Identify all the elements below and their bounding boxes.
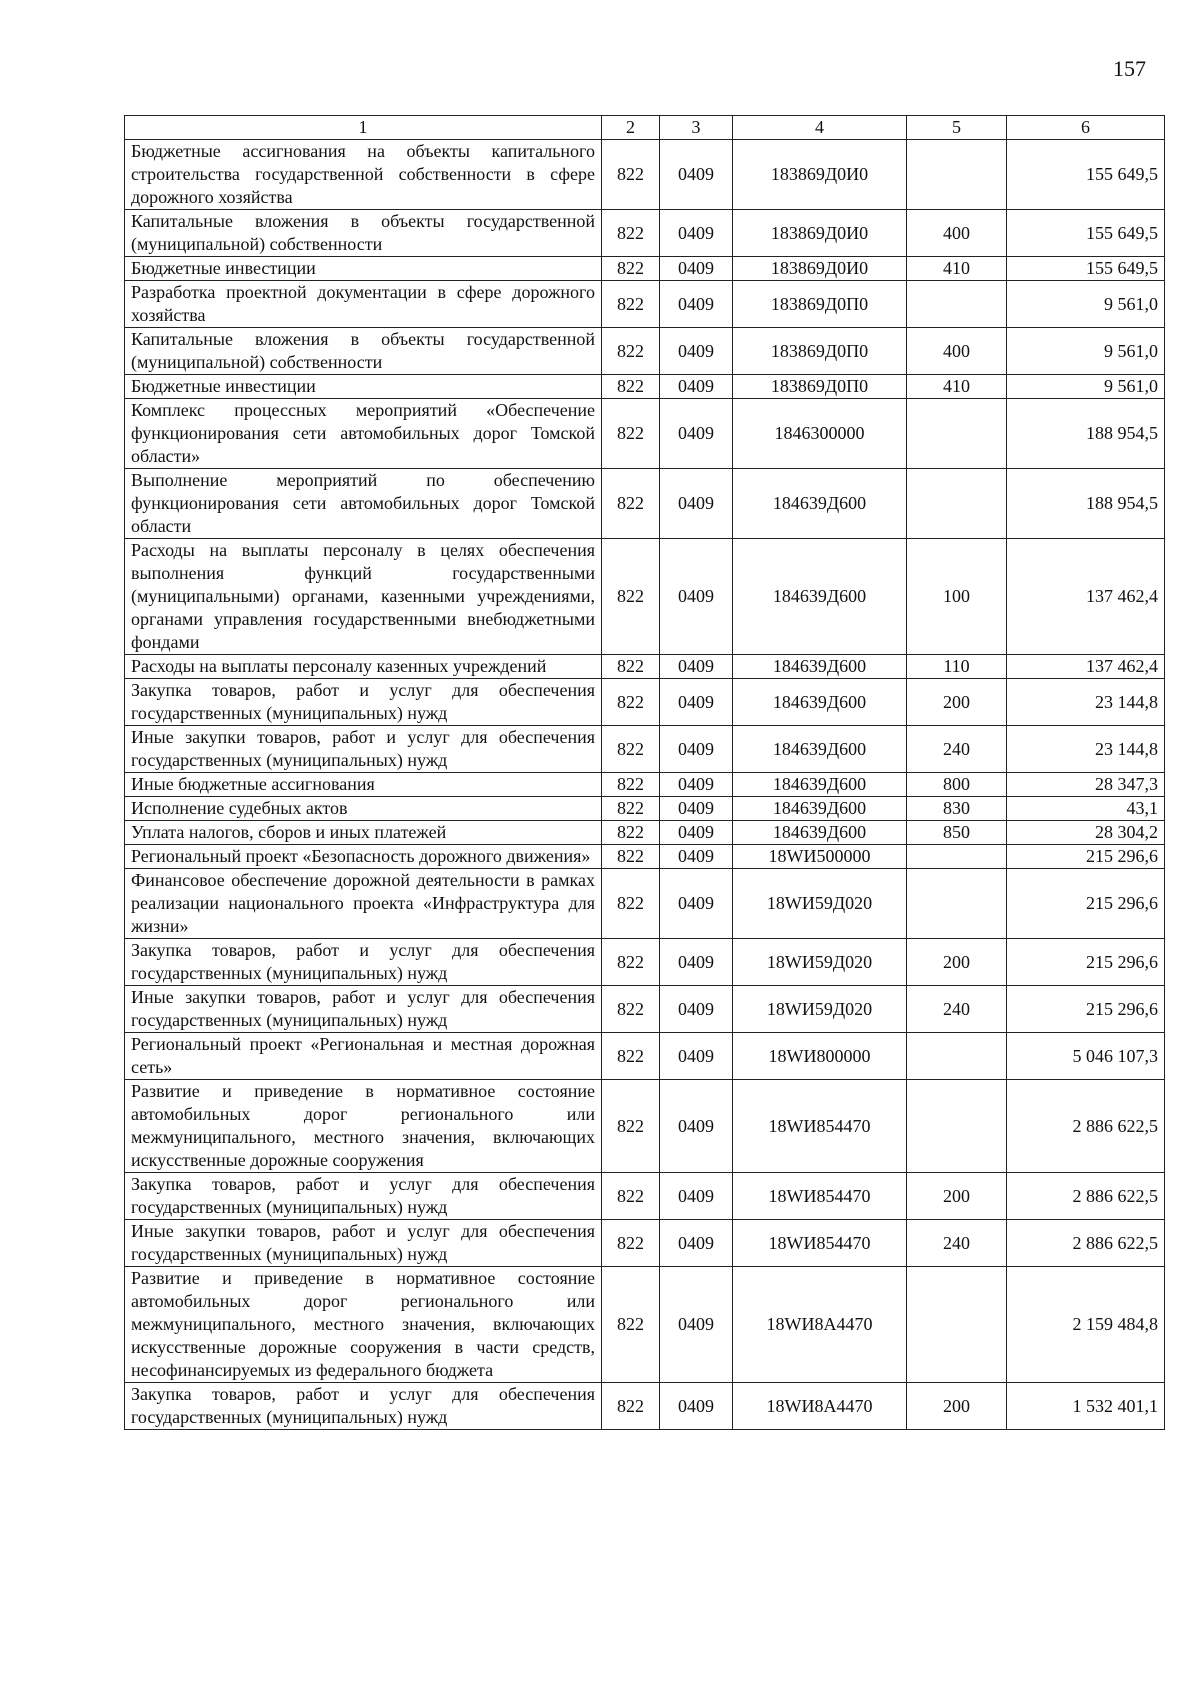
chief-admin-code-cell: 822 xyxy=(602,797,660,821)
table-row xyxy=(125,939,1165,986)
row-name-cell: Капитальные вложения в объекты государственной (муниципальной) собственности xyxy=(125,210,602,257)
table-row xyxy=(125,328,1165,375)
chief-admin-code-cell: 822 xyxy=(602,140,660,210)
chief-admin-code-cell: 822 xyxy=(602,726,660,773)
section-code-cell: 0409 xyxy=(660,845,733,869)
amount-cell: 215 296,6 xyxy=(1007,845,1165,869)
expense-type-cell xyxy=(907,281,1007,328)
amount-cell: 2 159 484,8 xyxy=(1007,1267,1165,1383)
target-article-cell: 184639Д600 xyxy=(733,539,907,655)
table-row xyxy=(125,773,1165,797)
expense-type-cell xyxy=(907,140,1007,210)
row-name-cell: Исполнение судебных актов xyxy=(125,797,602,821)
section-code-cell: 0409 xyxy=(660,1383,733,1430)
amount-cell: 23 144,8 xyxy=(1007,679,1165,726)
section-code-cell: 0409 xyxy=(660,1220,733,1267)
table-row xyxy=(125,845,1165,869)
target-article-cell: 18WИ59Д020 xyxy=(733,986,907,1033)
table-row xyxy=(125,539,1165,655)
target-article-cell: 18WИ8А4470 xyxy=(733,1383,907,1430)
section-code-cell: 0409 xyxy=(660,1080,733,1173)
row-name-cell: Бюджетные инвестиции xyxy=(125,257,602,281)
table-row xyxy=(125,797,1165,821)
target-article-cell: 1846300000 xyxy=(733,399,907,469)
amount-cell: 137 462,4 xyxy=(1007,539,1165,655)
section-code-cell: 0409 xyxy=(660,257,733,281)
section-code-cell: 0409 xyxy=(660,140,733,210)
target-article-cell: 183869Д0И0 xyxy=(733,257,907,281)
chief-admin-code-cell: 822 xyxy=(602,1220,660,1267)
expense-type-cell: 800 xyxy=(907,773,1007,797)
target-article-cell: 18WИ8А4470 xyxy=(733,1267,907,1383)
table-row xyxy=(125,1267,1165,1383)
expense-type-cell: 200 xyxy=(907,939,1007,986)
column-header: 5 xyxy=(907,116,1007,140)
chief-admin-code-cell: 822 xyxy=(602,257,660,281)
row-name-cell: Комплекс процессных мероприятий «Обеспечение функционирования сети автомобильных дорог Томской области» xyxy=(125,399,602,469)
expense-type-cell: 400 xyxy=(907,210,1007,257)
expense-type-cell xyxy=(907,399,1007,469)
expense-type-cell: 400 xyxy=(907,328,1007,375)
chief-admin-code-cell: 822 xyxy=(602,939,660,986)
amount-cell: 1 532 401,1 xyxy=(1007,1383,1165,1430)
section-code-cell: 0409 xyxy=(660,1173,733,1220)
expense-type-cell: 240 xyxy=(907,1220,1007,1267)
expense-type-cell: 240 xyxy=(907,726,1007,773)
target-article-cell: 184639Д600 xyxy=(733,469,907,539)
expense-type-cell: 200 xyxy=(907,679,1007,726)
page-number: 157 xyxy=(1113,56,1146,81)
amount-cell: 2 886 622,5 xyxy=(1007,1173,1165,1220)
section-code-cell: 0409 xyxy=(660,939,733,986)
amount-cell: 155 649,5 xyxy=(1007,140,1165,210)
table-row xyxy=(125,655,1165,679)
budget-table xyxy=(124,115,1165,1430)
row-name-cell: Развитие и приведение в нормативное состояние автомобильных дорог регионального или межмуниципального, местного значения, включающих искусственные дорожные сооружения xyxy=(125,1080,602,1173)
amount-cell: 137 462,4 xyxy=(1007,655,1165,679)
chief-admin-code-cell: 822 xyxy=(602,679,660,726)
table-row xyxy=(125,1383,1165,1430)
section-code-cell: 0409 xyxy=(660,726,733,773)
section-code-cell: 0409 xyxy=(660,281,733,328)
target-article-cell: 183869Д0П0 xyxy=(733,375,907,399)
amount-cell: 28 304,2 xyxy=(1007,821,1165,845)
section-code-cell: 0409 xyxy=(660,773,733,797)
chief-admin-code-cell: 822 xyxy=(602,773,660,797)
table-row xyxy=(125,1080,1165,1173)
amount-cell: 9 561,0 xyxy=(1007,375,1165,399)
target-article-cell: 184639Д600 xyxy=(733,726,907,773)
target-article-cell: 184639Д600 xyxy=(733,655,907,679)
row-name-cell: Иные закупки товаров, работ и услуг для обеспечения государственных (муниципальных) нужд xyxy=(125,726,602,773)
amount-cell: 2 886 622,5 xyxy=(1007,1080,1165,1173)
target-article-cell: 18WИ800000 xyxy=(733,1033,907,1080)
row-name-cell: Закупка товаров, работ и услуг для обеспечения государственных (муниципальных) нужд xyxy=(125,939,602,986)
row-name-cell: Капитальные вложения в объекты государственной (муниципальной) собственности xyxy=(125,328,602,375)
chief-admin-code-cell: 822 xyxy=(602,1383,660,1430)
column-header: 1 xyxy=(125,116,602,140)
row-name-cell: Бюджетные инвестиции xyxy=(125,375,602,399)
target-article-cell: 18WИ854470 xyxy=(733,1173,907,1220)
section-code-cell: 0409 xyxy=(660,797,733,821)
expense-type-cell: 200 xyxy=(907,1383,1007,1430)
table-row xyxy=(125,821,1165,845)
chief-admin-code-cell: 822 xyxy=(602,1267,660,1383)
target-article-cell: 184639Д600 xyxy=(733,821,907,845)
amount-cell: 155 649,5 xyxy=(1007,257,1165,281)
target-article-cell: 184639Д600 xyxy=(733,773,907,797)
amount-cell: 43,1 xyxy=(1007,797,1165,821)
target-article-cell: 183869Д0П0 xyxy=(733,328,907,375)
expense-type-cell xyxy=(907,469,1007,539)
table-header-row xyxy=(125,116,1165,140)
row-name-cell: Финансовое обеспечение дорожной деятельности в рамках реализации национального проекта «Инфраструктура для жизни» xyxy=(125,869,602,939)
amount-cell: 28 347,3 xyxy=(1007,773,1165,797)
table-row xyxy=(125,257,1165,281)
chief-admin-code-cell: 822 xyxy=(602,210,660,257)
table-row xyxy=(125,1033,1165,1080)
expense-type-cell xyxy=(907,845,1007,869)
row-name-cell: Закупка товаров, работ и услуг для обеспечения государственных (муниципальных) нужд xyxy=(125,1173,602,1220)
target-article-cell: 184639Д600 xyxy=(733,679,907,726)
amount-cell: 23 144,8 xyxy=(1007,726,1165,773)
table-row xyxy=(125,140,1165,210)
target-article-cell: 183869Д0И0 xyxy=(733,140,907,210)
column-header: 2 xyxy=(602,116,660,140)
section-code-cell: 0409 xyxy=(660,1267,733,1383)
row-name-cell: Выполнение мероприятий по обеспечению функционирования сети автомобильных дорог Томской области xyxy=(125,469,602,539)
amount-cell: 9 561,0 xyxy=(1007,328,1165,375)
column-header: 3 xyxy=(660,116,733,140)
table-row xyxy=(125,726,1165,773)
section-code-cell: 0409 xyxy=(660,375,733,399)
table-row xyxy=(125,399,1165,469)
chief-admin-code-cell: 822 xyxy=(602,375,660,399)
table-row xyxy=(125,986,1165,1033)
target-article-cell: 18WИ854470 xyxy=(733,1080,907,1173)
chief-admin-code-cell: 822 xyxy=(602,328,660,375)
amount-cell: 5 046 107,3 xyxy=(1007,1033,1165,1080)
row-name-cell: Уплата налогов, сборов и иных платежей xyxy=(125,821,602,845)
table-row xyxy=(125,375,1165,399)
chief-admin-code-cell: 822 xyxy=(602,1080,660,1173)
chief-admin-code-cell: 822 xyxy=(602,281,660,328)
table-row xyxy=(125,469,1165,539)
expense-type-cell: 410 xyxy=(907,375,1007,399)
amount-cell: 215 296,6 xyxy=(1007,986,1165,1033)
target-article-cell: 184639Д600 xyxy=(733,797,907,821)
section-code-cell: 0409 xyxy=(660,399,733,469)
expense-type-cell: 110 xyxy=(907,655,1007,679)
amount-cell: 188 954,5 xyxy=(1007,469,1165,539)
table-row xyxy=(125,281,1165,328)
section-code-cell: 0409 xyxy=(660,539,733,655)
expense-type-cell: 200 xyxy=(907,1173,1007,1220)
table-body xyxy=(125,140,1165,1430)
section-code-cell: 0409 xyxy=(660,328,733,375)
section-code-cell: 0409 xyxy=(660,679,733,726)
section-code-cell: 0409 xyxy=(660,869,733,939)
column-header: 6 xyxy=(1007,116,1165,140)
chief-admin-code-cell: 822 xyxy=(602,869,660,939)
amount-cell: 155 649,5 xyxy=(1007,210,1165,257)
expense-type-cell xyxy=(907,1267,1007,1383)
target-article-cell: 18WИ500000 xyxy=(733,845,907,869)
chief-admin-code-cell: 822 xyxy=(602,986,660,1033)
table-row xyxy=(125,1173,1165,1220)
expense-type-cell xyxy=(907,869,1007,939)
row-name-cell: Развитие и приведение в нормативное состояние автомобильных дорог регионального или межмуниципального, местного значения, включающих искусственные дорожные сооружения в части средств, несофинансируемых из федерального бюджета xyxy=(125,1267,602,1383)
chief-admin-code-cell: 822 xyxy=(602,1033,660,1080)
row-name-cell: Иные закупки товаров, работ и услуг для обеспечения государственных (муниципальных) нужд xyxy=(125,986,602,1033)
row-name-cell: Иные бюджетные ассигнования xyxy=(125,773,602,797)
section-code-cell: 0409 xyxy=(660,821,733,845)
chief-admin-code-cell: 822 xyxy=(602,399,660,469)
target-article-cell: 18WИ854470 xyxy=(733,1220,907,1267)
row-name-cell: Иные закупки товаров, работ и услуг для обеспечения государственных (муниципальных) нужд xyxy=(125,1220,602,1267)
table-row xyxy=(125,679,1165,726)
row-name-cell: Бюджетные ассигнования на объекты капитального строительства государственной собственности в сфере дорожного хозяйства xyxy=(125,140,602,210)
amount-cell: 215 296,6 xyxy=(1007,939,1165,986)
section-code-cell: 0409 xyxy=(660,986,733,1033)
row-name-cell: Расходы на выплаты персоналу в целях обеспечения выполнения функций государственными (муниципальными) органами, казенными учреждениями, органами управления государственными внебюджетными фондами xyxy=(125,539,602,655)
expense-type-cell xyxy=(907,1080,1007,1173)
column-header: 4 xyxy=(733,116,907,140)
row-name-cell: Расходы на выплаты персоналу казенных учреждений xyxy=(125,655,602,679)
chief-admin-code-cell: 822 xyxy=(602,655,660,679)
amount-cell: 215 296,6 xyxy=(1007,869,1165,939)
chief-admin-code-cell: 822 xyxy=(602,821,660,845)
row-name-cell: Закупка товаров, работ и услуг для обеспечения государственных (муниципальных) нужд xyxy=(125,1383,602,1430)
section-code-cell: 0409 xyxy=(660,1033,733,1080)
table-row xyxy=(125,869,1165,939)
expense-type-cell: 100 xyxy=(907,539,1007,655)
section-code-cell: 0409 xyxy=(660,655,733,679)
expense-type-cell xyxy=(907,1033,1007,1080)
chief-admin-code-cell: 822 xyxy=(602,1173,660,1220)
row-name-cell: Разработка проектной документации в сфере дорожного хозяйства xyxy=(125,281,602,328)
chief-admin-code-cell: 822 xyxy=(602,845,660,869)
amount-cell: 2 886 622,5 xyxy=(1007,1220,1165,1267)
expense-type-cell: 850 xyxy=(907,821,1007,845)
row-name-cell: Закупка товаров, работ и услуг для обеспечения государственных (муниципальных) нужд xyxy=(125,679,602,726)
chief-admin-code-cell: 822 xyxy=(602,469,660,539)
target-article-cell: 18WИ59Д020 xyxy=(733,939,907,986)
chief-admin-code-cell: 822 xyxy=(602,539,660,655)
expense-type-cell: 240 xyxy=(907,986,1007,1033)
table-row xyxy=(125,1220,1165,1267)
row-name-cell: Региональный проект «Безопасность дорожного движения» xyxy=(125,845,602,869)
section-code-cell: 0409 xyxy=(660,469,733,539)
expense-type-cell: 410 xyxy=(907,257,1007,281)
row-name-cell: Региональный проект «Региональная и местная дорожная сеть» xyxy=(125,1033,602,1080)
target-article-cell: 183869Д0П0 xyxy=(733,281,907,328)
section-code-cell: 0409 xyxy=(660,210,733,257)
amount-cell: 9 561,0 xyxy=(1007,281,1165,328)
table-row xyxy=(125,210,1165,257)
expense-type-cell: 830 xyxy=(907,797,1007,821)
target-article-cell: 183869Д0И0 xyxy=(733,210,907,257)
amount-cell: 188 954,5 xyxy=(1007,399,1165,469)
target-article-cell: 18WИ59Д020 xyxy=(733,869,907,939)
